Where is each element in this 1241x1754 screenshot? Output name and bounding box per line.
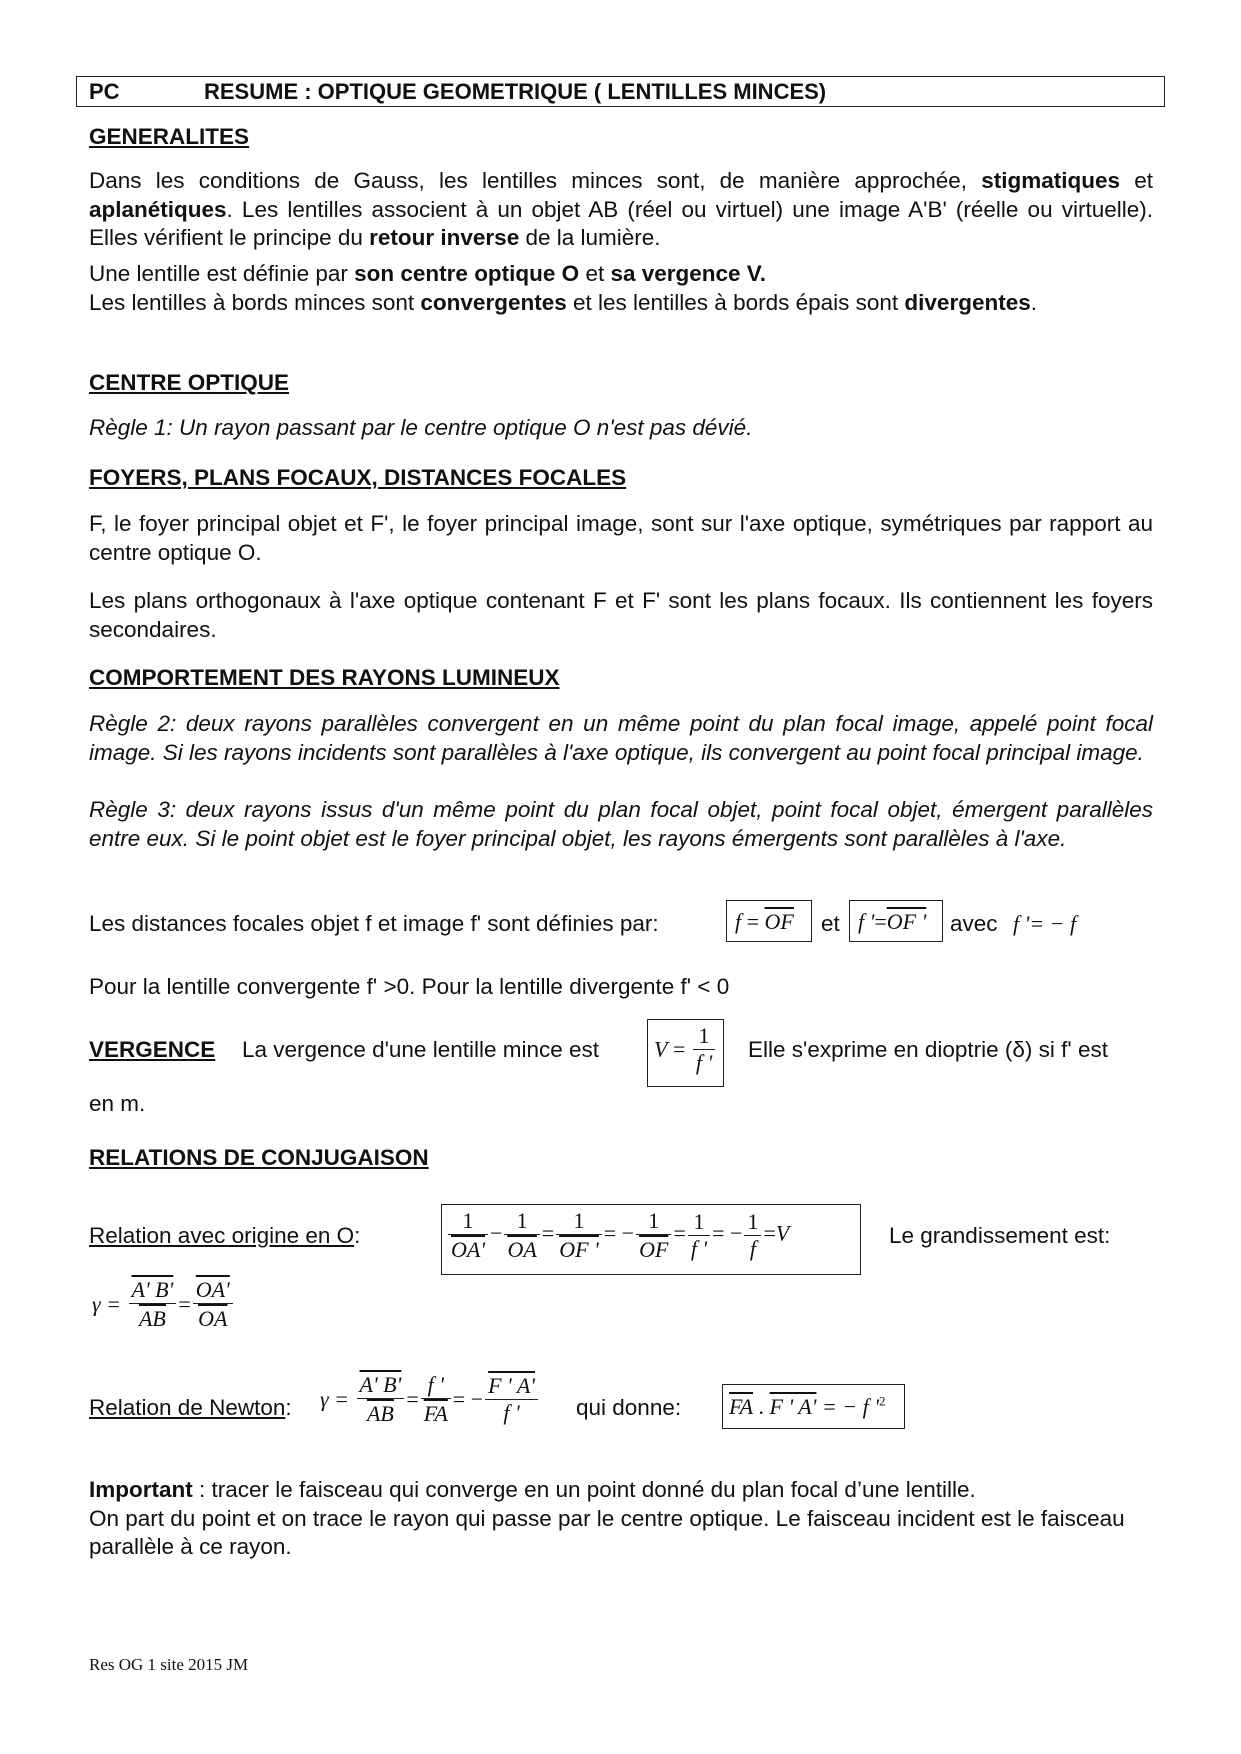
formula-f-box: $f = \overline{OF}$ [726,900,812,942]
formula-f-relation: f '= − f [1013,911,1077,936]
heading-generalites: GENERALITES [89,124,250,149]
rule-1: Règle 1: Un rayon passant par le centre optique O n'est pas dévié. [89,415,753,440]
heading-conjugaison: RELATIONS DE CONJUGAISON [89,1145,429,1170]
formula-newton-result-box: $\overline{FA}$ . F ' A' = − f '$^2$ [722,1384,905,1429]
heading-comportement: COMPORTEMENT DES RAYONS LUMINEUX [89,665,560,690]
formula-fprime-box: f '=OF ' [849,900,943,942]
formula-conjugaison-box: $\frac{1}{OA'}$ − $\frac{1}{OA}$ = $\frac{1}{OF '}$ = − $\frac{1}{OF}$ = $\frac{1}{f '}$ = − $\frac{1}{f}$ =V [441,1204,861,1275]
heading-centre-optique: CENTRE OPTIQUE [89,370,290,395]
course-code: PC [89,79,120,104]
paragraph-signes: Pour la lentille convergente f' >0. Pour la lentille divergente f' < 0 [89,974,730,999]
formula-vergence-box: V = $\frac{1}{f '}$ [647,1019,724,1087]
page-title: RESUME : OPTIQUE GEOMETRIQUE ( LENTILLES MINCES) [204,79,827,104]
distances-et: et [821,911,840,936]
page-footer: Res OG 1 site 2015 JM [89,1655,249,1674]
grandissement-label: Le grandissement est: [889,1223,1111,1248]
rule-3: Règle 3: deux rayons issus d'un même point du plan focal objet, point focal objet, émergent parallèles entre eux. Si le point objet est le foyer principal objet, les rayons émergents sont parallèles à l'axe. [89,797,1153,851]
origine-label: Relation avec origine en O: [89,1223,361,1248]
paragraph-important: Important : tracer le faisceau qui converge en un point donné du plan focal d’une lentille. On part du point et on trace le rayon qui passe par le centre optique. Le faisceau incident est le faisceau parallèle à ce rayon. [89,1477,1125,1559]
rule-2: Règle 2: deux rayons parallèles convergent en un même point du plan focal image, appelé point focal image. Si les rayons incidents sont parallèles à l'axe optique, ils convergent au point focal principal image. [89,711,1153,765]
heading-vergence: VERGENCE [89,1037,216,1062]
formula-newton: γ = $\frac{A' B'}{AB}$ = $\frac{f '}{FA}$ = − $\frac{F ' A'}{f '}$ [320,1373,540,1426]
distances-avec: avec [950,911,998,936]
newton-label: Relation de Newton: [89,1395,292,1420]
paragraph-foyers: F, le foyer principal objet et F', le foyer principal image, sont sur l'axe optique, symétriques par rapport au centre optique O. [89,511,1153,565]
title-box [76,76,1165,107]
heading-foyers: FOYERS, PLANS FOCAUX, DISTANCES FOCALES [89,465,627,490]
paragraph-plans-focaux: Les plans orthogonaux à l'axe optique contenant F et F' sont les plans focaux. Ils contiennent les foyers secondaires. [89,588,1153,642]
formula-grandissement: γ = $\frac{A' B'}{AB}$ = $\frac{OA'}{OA}$ [92,1278,235,1331]
paragraph-gauss: Dans les conditions de Gauss, les lentilles minces sont, de manière approchée, stigmatiques et aplanétiques. Les lentilles associent à un objet AB (réel ou virtuel) une image A'B' (réelle ou virtuelle). Elles vérifient le principe du retour inverse de la lumière. [89,168,1153,250]
qui-donne: qui donne: [576,1395,682,1420]
vergence-text: La vergence d'une lentille mince est [242,1037,600,1062]
paragraph-definition: Une lentille est définie par son centre optique O et sa vergence V. Les lentilles à bords minces sont convergentes et les lentilles à bords épais sont divergentes. [89,261,1037,315]
vergence-unit: en m. [89,1091,146,1116]
vergence-after: Elle s'exprime en dioptrie (δ) si f' est [748,1037,1108,1062]
distances-text: Les distances focales objet f et image f' sont définies par: [89,911,659,936]
